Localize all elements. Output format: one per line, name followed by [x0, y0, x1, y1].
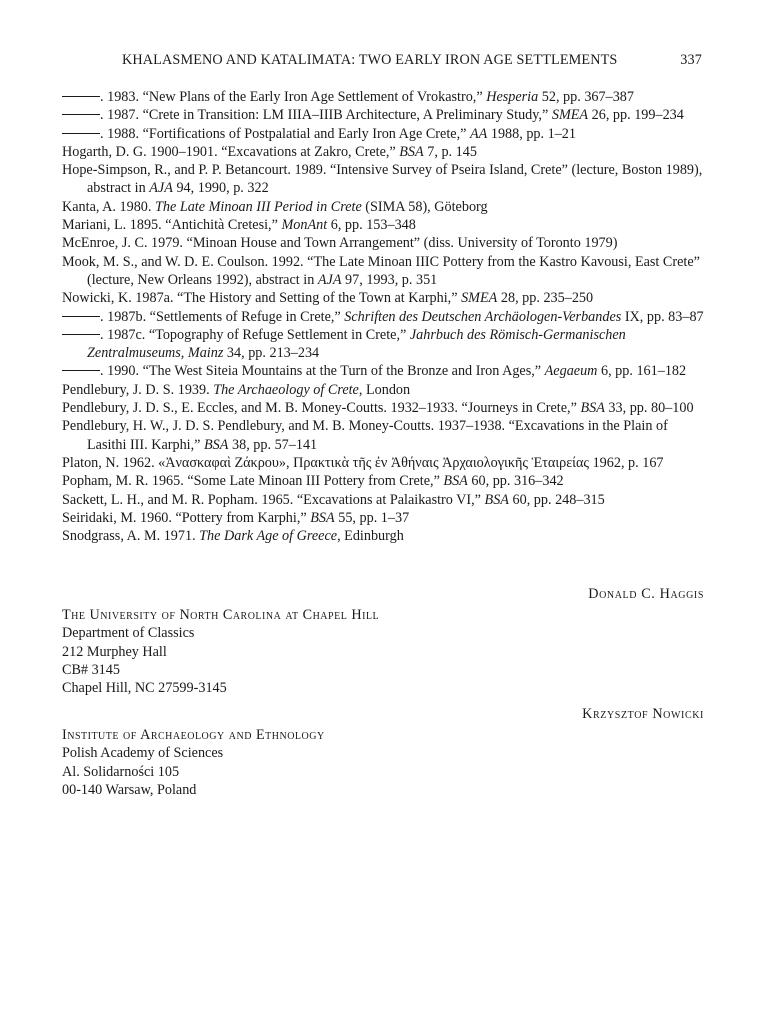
entry-text-tail: 1988, pp. 1–21 [487, 125, 576, 142]
bibliography-entry [62, 399, 704, 417]
entry-text-tail: , London [358, 381, 411, 398]
bibliography-entry [62, 308, 704, 326]
entry-title-italic: Hesperia [486, 89, 539, 105]
repeated-author-dash [62, 96, 100, 97]
address-line: Al. Solidarności 105 [62, 763, 180, 780]
entry-title-italic: The Archaeology of Crete [213, 381, 359, 398]
bibliography-entry [62, 143, 704, 161]
bibliography-entry [62, 454, 704, 472]
entry-text-tail: 6, pp. 161–182 [597, 363, 687, 380]
bibliography-entry [62, 509, 704, 527]
address-line: 212 Murphey Hall [62, 643, 167, 660]
entry-text: Mariani, L. 1895. “Antichità Cretesi,” [62, 217, 282, 234]
bibliography-entry [62, 216, 704, 234]
author-institution: Institute of Archaeology and Ethnology [62, 727, 325, 743]
bibliography-entry [62, 289, 704, 307]
entry-text: Hope-Simpson, R., and P. P. Betancourt. 1989. “Intensive Survey of Pseira Island, Crete” (lecture, Boston 1989), abstract in [62, 162, 703, 197]
entry-text-tail: 6, pp. 153–348 [327, 217, 416, 234]
entry-title-italic: BSA [204, 436, 229, 453]
bibliography-entry [62, 253, 704, 290]
bibliography-entry [62, 417, 704, 454]
address-line: 00-140 Warsaw, Poland [62, 781, 197, 798]
entry-text-tail: IX, pp. 83–87 [621, 308, 704, 325]
entry-text: . 1987b. “Settlements of Refuge in Crete,” [100, 308, 345, 325]
entry-text-tail: 52, pp. 367–387 [538, 89, 634, 105]
running-title: KHALASMENO AND KATALIMATA: TWO EARLY IRON AGE SETTLEMENTS [122, 52, 618, 68]
entry-title-italic: AA [469, 125, 488, 142]
bibliography-entry [62, 125, 704, 143]
bibliography-entry [62, 88, 704, 106]
repeated-author-dash [62, 114, 100, 115]
bibliography-entry [62, 527, 704, 545]
entry-text-tail: (SIMA 58), Göteborg [361, 198, 488, 215]
entry-text: Seiridaki, M. 1960. “Pottery from Karphi,” [62, 509, 311, 526]
entry-text: Snodgrass, A. M. 1971. [62, 528, 200, 545]
entry-text-tail: 7, p. 145 [423, 143, 477, 160]
address-line: Department of Classics [62, 625, 195, 642]
repeated-author-dash [62, 370, 100, 371]
entry-text-tail: , Edinburgh [337, 528, 404, 545]
bibliography-entry [62, 106, 704, 124]
bibliography-list [62, 88, 704, 545]
entry-title-italic: Aegaeum [544, 363, 598, 380]
entry-text: . 1988. “Fortifications of Postpalatial and Early Iron Age Crete,” [100, 125, 470, 142]
address-line: CB# 3145 [62, 661, 120, 678]
page-number: 337 [680, 52, 702, 68]
bibliography-entry [62, 326, 704, 363]
entry-title-italic: SMEA [551, 107, 589, 124]
entry-text: . 1987. “Crete in Transition: LM IIIA–IIIB Architecture, A Preliminary Study,” [100, 107, 552, 124]
running-head [62, 52, 704, 74]
entry-text: Nowicki, K. 1987a. “The History and Setting of the Town at Karphi,” [62, 290, 462, 307]
bibliography-entry [62, 381, 704, 399]
bibliography-entry [62, 491, 704, 509]
entry-text-tail: 33, pp. 80–100 [604, 400, 694, 417]
entry-text: Hogarth, D. G. 1900–1901. “Excavations at Zakro, Crete,” [62, 143, 400, 160]
entry-title-italic: MonAnt [281, 217, 328, 234]
entry-title-italic: Schriften des Deutschen Archäologen-Verbandes [344, 308, 622, 325]
entry-title-italic: The Late Minoan III Period in Crete [155, 198, 362, 215]
entry-text: . 1990. “The West Siteia Mountains at the Turn of the Bronze and Iron Ages,” [100, 363, 545, 380]
entry-text: Popham, M. R. 1965. “Some Late Minoan III Pottery from Crete,” [62, 473, 444, 490]
entry-title-italic: BSA [310, 509, 335, 526]
entry-text: Kanta, A. 1980. [62, 198, 155, 215]
entry-text-tail: 26, pp. 199–234 [588, 107, 684, 124]
entry-text-tail: 55, pp. 1–37 [334, 509, 410, 526]
bibliography-entry [62, 362, 704, 380]
author-signature-nowicki: Krzysztof Nowicki [582, 706, 704, 722]
entry-text: Platon, N. 1962. «Ἀνασκαφαὶ Ζάκρου», Πρακτικὰ τῆς ἐν Ἀθήναις Ἀρχαιολογικῆς Ἑταιρείας 1962, p. 167 [62, 454, 664, 471]
entry-text-tail: 60, pp. 248–315 [508, 491, 605, 508]
entry-text-tail: 60, pp. 316–342 [467, 473, 564, 490]
repeated-author-dash [62, 334, 100, 335]
author-signature-haggis: Donald C. Haggis [588, 586, 704, 602]
entry-title-italic: SMEA [461, 290, 498, 307]
entry-title-italic: BSA [484, 491, 509, 508]
entry-text-tail: 34, pp. 213–234 [223, 345, 320, 362]
entry-text: Mook, M. S., and W. D. E. Coulson. 1992. “The Late Minoan IIIC Pottery from the Kastro Kavousi, East Crete” (lecture, New Orleans 1992), abstract in [62, 253, 700, 288]
author-institution: The University of North Carolina at Chapel Hill [62, 607, 380, 623]
entry-text: McEnroe, J. C. 1979. “Minoan House and Town Arrangement” (diss. University of Toronto 1979) [62, 235, 618, 252]
entry-title-italic: The Dark Age of Greece [199, 528, 338, 545]
address-line: Polish Academy of Sciences [62, 745, 224, 762]
entry-title-italic: BSA [580, 400, 605, 417]
entry-text: Pendlebury, J. D. S. 1939. [62, 381, 214, 398]
entry-text: Sackett, L. H., and M. R. Popham. 1965. “Excavations at Palaikastro VI,” [62, 491, 485, 508]
address-line: Chapel Hill, NC 27599-3145 [62, 680, 227, 697]
entry-text-tail: 28, pp. 235–250 [497, 290, 594, 307]
entry-title-italic: BSA [443, 473, 468, 490]
entry-title-italic: Jahrbuch des Römisch-Germanischen Zentralmuseums, Mainz [87, 326, 626, 362]
entry-title-italic: AJA [317, 271, 342, 288]
entry-text: . 1987c. “Topography of Refuge Settlement in Crete,” [100, 326, 410, 343]
bibliography-entry [62, 234, 704, 252]
entry-text-tail: 97, 1993, p. 351 [341, 271, 438, 288]
entry-text-tail: 94, 1990, p. 322 [172, 180, 269, 197]
entry-text: Pendlebury, J. D. S., E. Eccles, and M. B. Money-Coutts. 1932–1933. “Journeys in Crete,” [62, 400, 581, 417]
repeated-author-dash [62, 316, 100, 317]
entry-text: Pendlebury, H. W., J. D. S. Pendlebury, and M. B. Money-Coutts. 1937–1938. “Excavations in the Plain of Lasithi III. Karphi,” [62, 418, 668, 453]
entry-title-italic: AJA [149, 180, 173, 197]
bibliography-entry [62, 198, 704, 216]
entry-text-tail: 38, pp. 57–141 [228, 436, 318, 453]
entry-text: . 1983. “New Plans of the Early Iron Age Settlement of Vrokastro,” [100, 89, 487, 105]
repeated-author-dash [62, 133, 100, 134]
entry-title-italic: BSA [399, 143, 424, 160]
author-address-nowicki [62, 726, 325, 799]
bibliography-entry [62, 161, 704, 198]
author-address-haggis [62, 606, 379, 697]
bibliography-entry [62, 472, 704, 490]
